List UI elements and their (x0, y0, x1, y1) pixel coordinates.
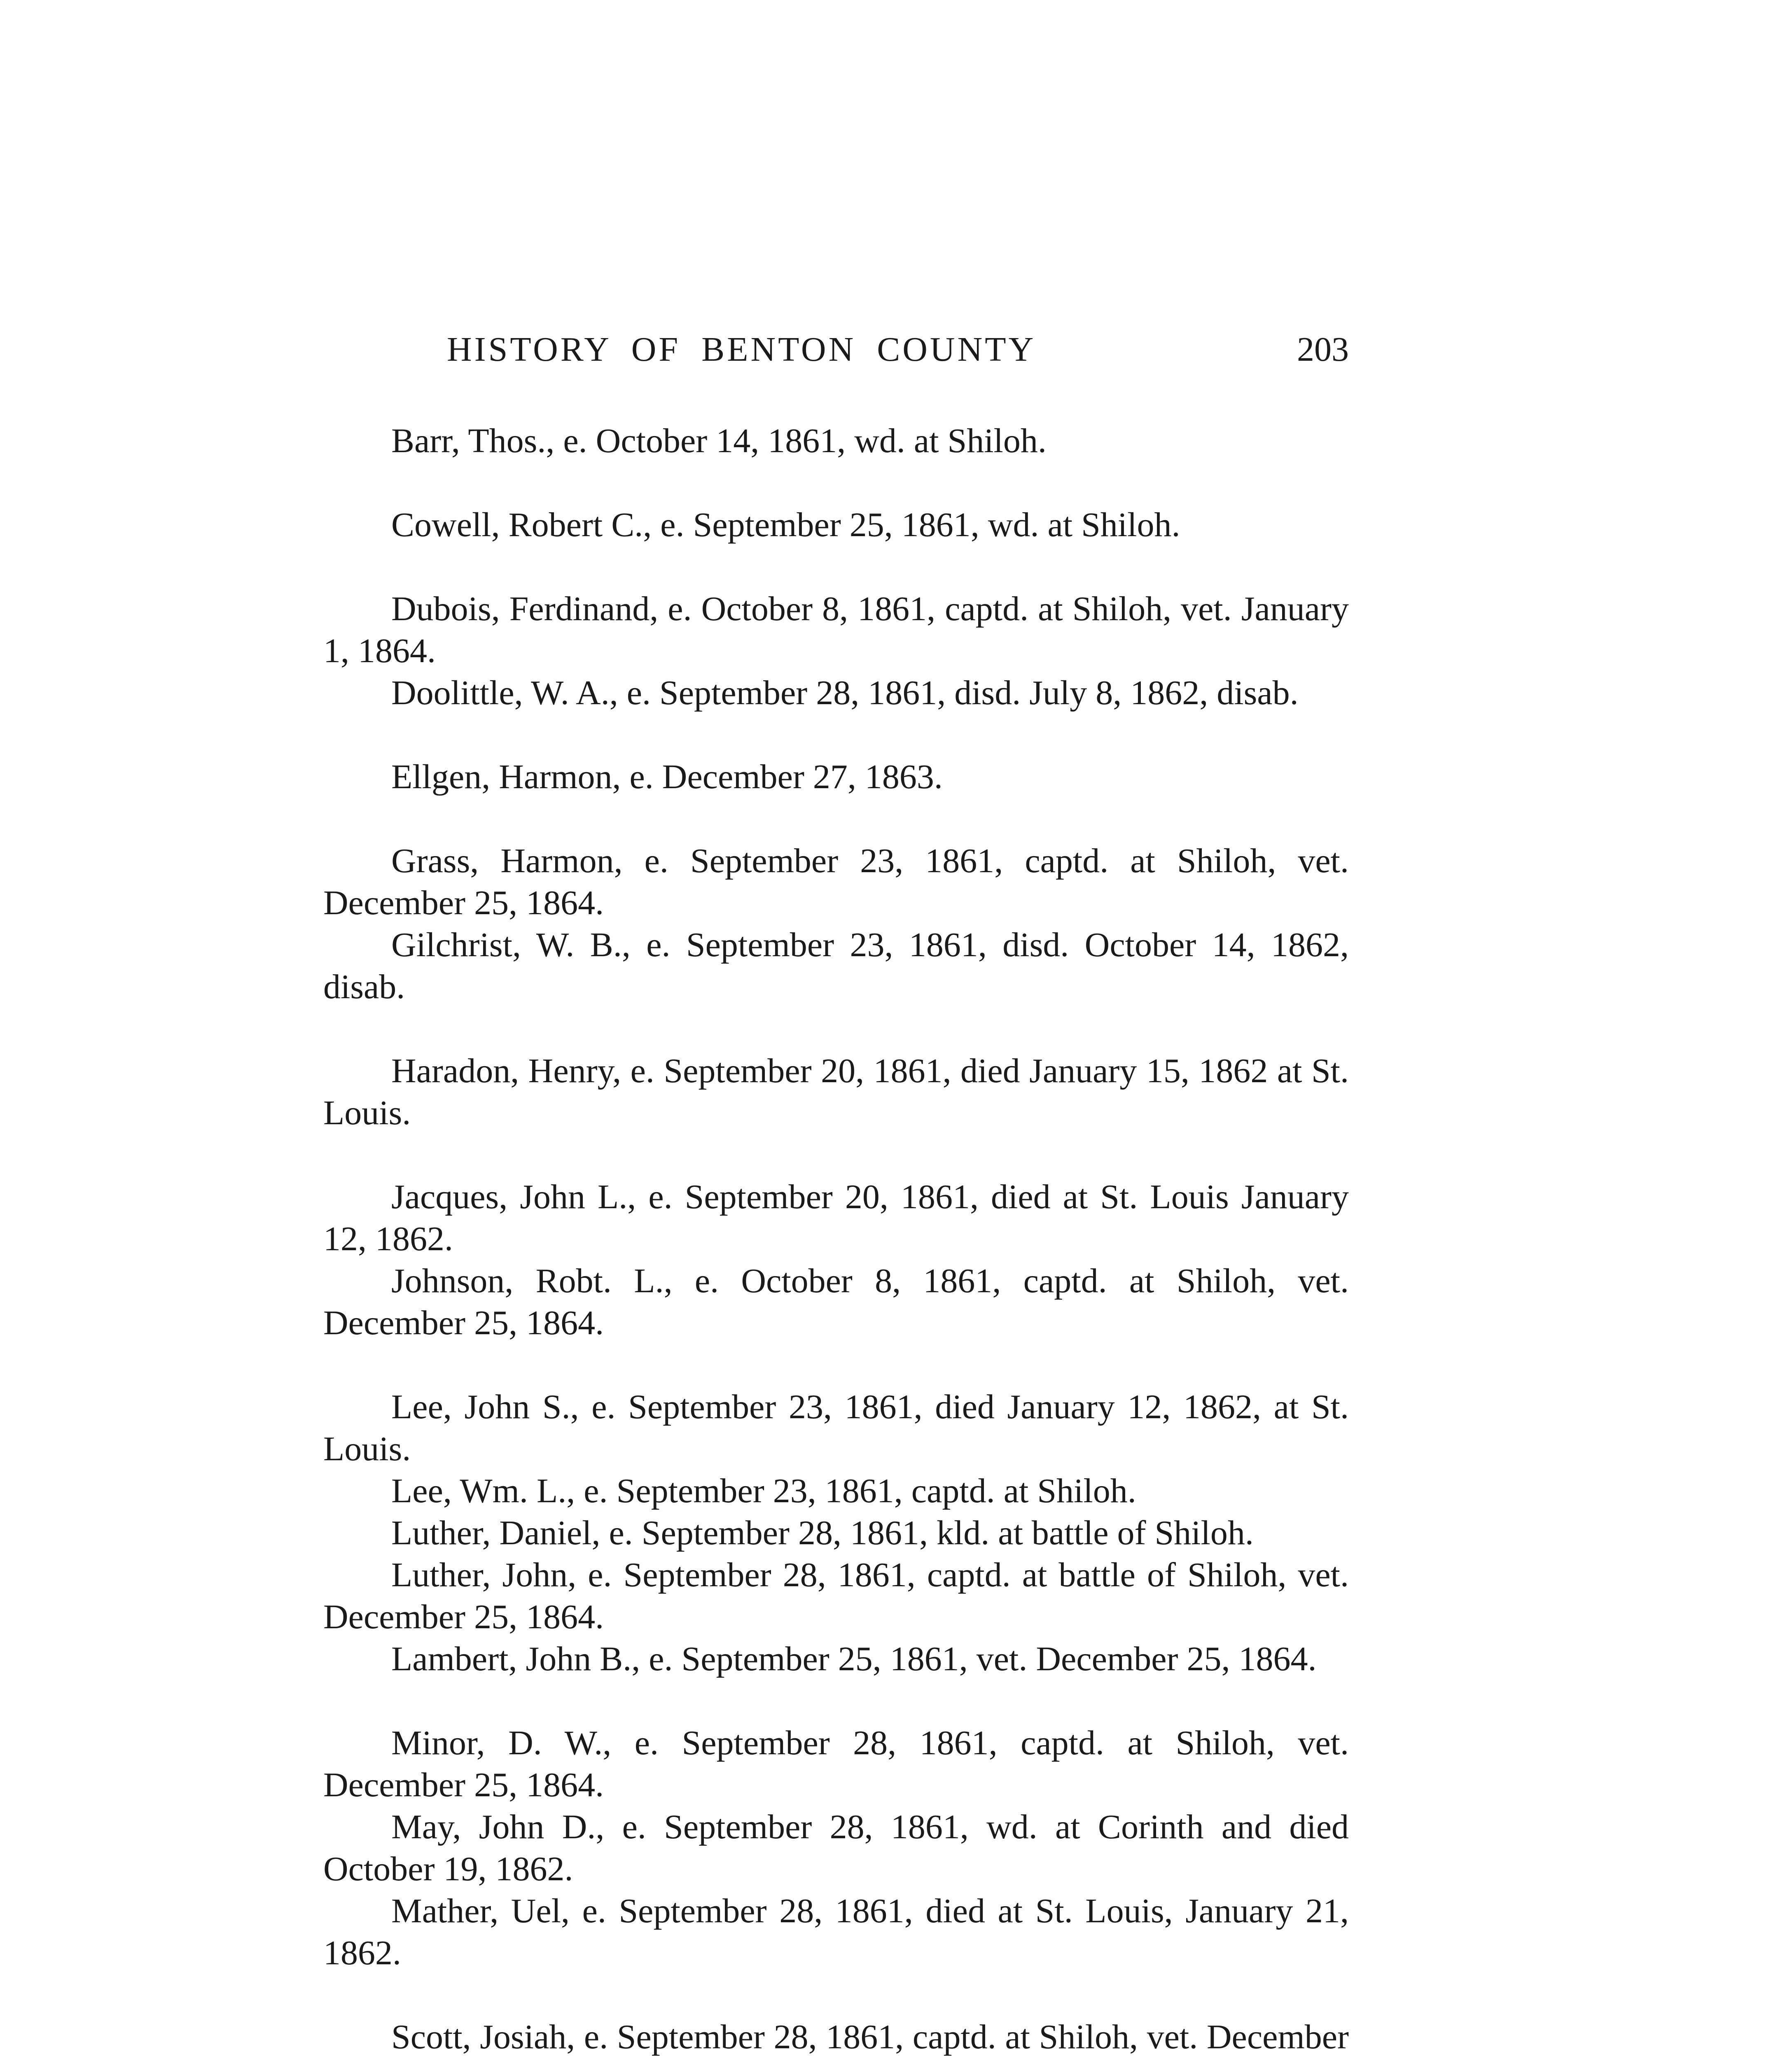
roster-group-c (323, 504, 1349, 546)
roster-entry: Jacques, John L., e. September 20, 1861, died at St. Louis January 12, 1862. (323, 1178, 1349, 1258)
roster-entry: Johnson, Robt. L., e. October 8, 1861, captd. at Shiloh, vet. December 25, 1864. (323, 1262, 1349, 1342)
roster-entry: Barr, Thos., e. October 14, 1861, wd. at Shiloh. (391, 422, 1047, 460)
roster-entry: Lambert, John B., e. September 25, 1861, vet. December 25, 1864. (391, 1640, 1317, 1678)
roster-group-m (323, 1722, 1349, 1974)
roster-list (323, 420, 1349, 2059)
roster-entry: Minor, D. W., e. September 28, 1861, captd. at Shiloh, vet. December 25, 1864. (323, 1724, 1349, 1804)
roster-group-b (323, 420, 1349, 462)
roster-group-d (323, 588, 1349, 714)
roster-group-e (323, 756, 1349, 798)
running-title: HISTORY OF BENTON COUNTY (447, 330, 1036, 369)
roster-entry: Luther, Daniel, e. September 28, 1861, kld. at battle of Shiloh. (391, 1514, 1254, 1552)
roster-entry: Lee, John S., e. September 23, 1861, died January 12, 1862, at St. Louis. (323, 1388, 1349, 1468)
roster-entry: May, John D., e. September 28, 1861, wd. at Corinth and died October 19, 1862. (323, 1808, 1349, 1888)
roster-group-l (323, 1386, 1349, 1680)
roster-group-h (323, 1050, 1349, 1134)
roster-entry: Scott, Josiah, e. September 28, 1861, captd. at Shiloh, vet. December (391, 2018, 1349, 2056)
roster-entry: Luther, John, e. September 28, 1861, captd. at battle of Shiloh, vet. December 25, 1864. (323, 1556, 1349, 1636)
page-number: 203 (1297, 330, 1349, 369)
roster-entry: Lee, Wm. L., e. September 23, 1861, captd. at Shiloh. (391, 1472, 1136, 1510)
page-header (323, 329, 1349, 375)
roster-entry: Dubois, Ferdinand, e. October 8, 1861, captd. at Shiloh, vet. January 1, 1864. (323, 590, 1349, 670)
roster-entry: Mather, Uel, e. September 28, 1861, died at St. Louis, January 21, 1862. (323, 1892, 1349, 1972)
roster-entry: Cowell, Robert C., e. September 25, 1861, wd. at Shiloh. (391, 506, 1180, 544)
roster-entry: Doolittle, W. A., e. September 28, 1861, disd. July 8, 1862, disab. (391, 674, 1299, 712)
roster-entry: Haradon, Henry, e. September 20, 1861, died January 15, 1862 at St. Louis. (323, 1052, 1349, 1132)
roster-group-j (323, 1176, 1349, 1344)
roster-group-s (323, 2016, 1349, 2059)
roster-entry: Grass, Harmon, e. September 23, 1861, captd. at Shiloh, vet. December 25, 1864. (323, 842, 1349, 922)
roster-entry: Ellgen, Harmon, e. December 27, 1863. (391, 758, 943, 796)
roster-group-g (323, 840, 1349, 1008)
roster-entry: Gilchrist, W. B., e. September 23, 1861, disd. October 14, 1862, disab. (323, 926, 1349, 1006)
